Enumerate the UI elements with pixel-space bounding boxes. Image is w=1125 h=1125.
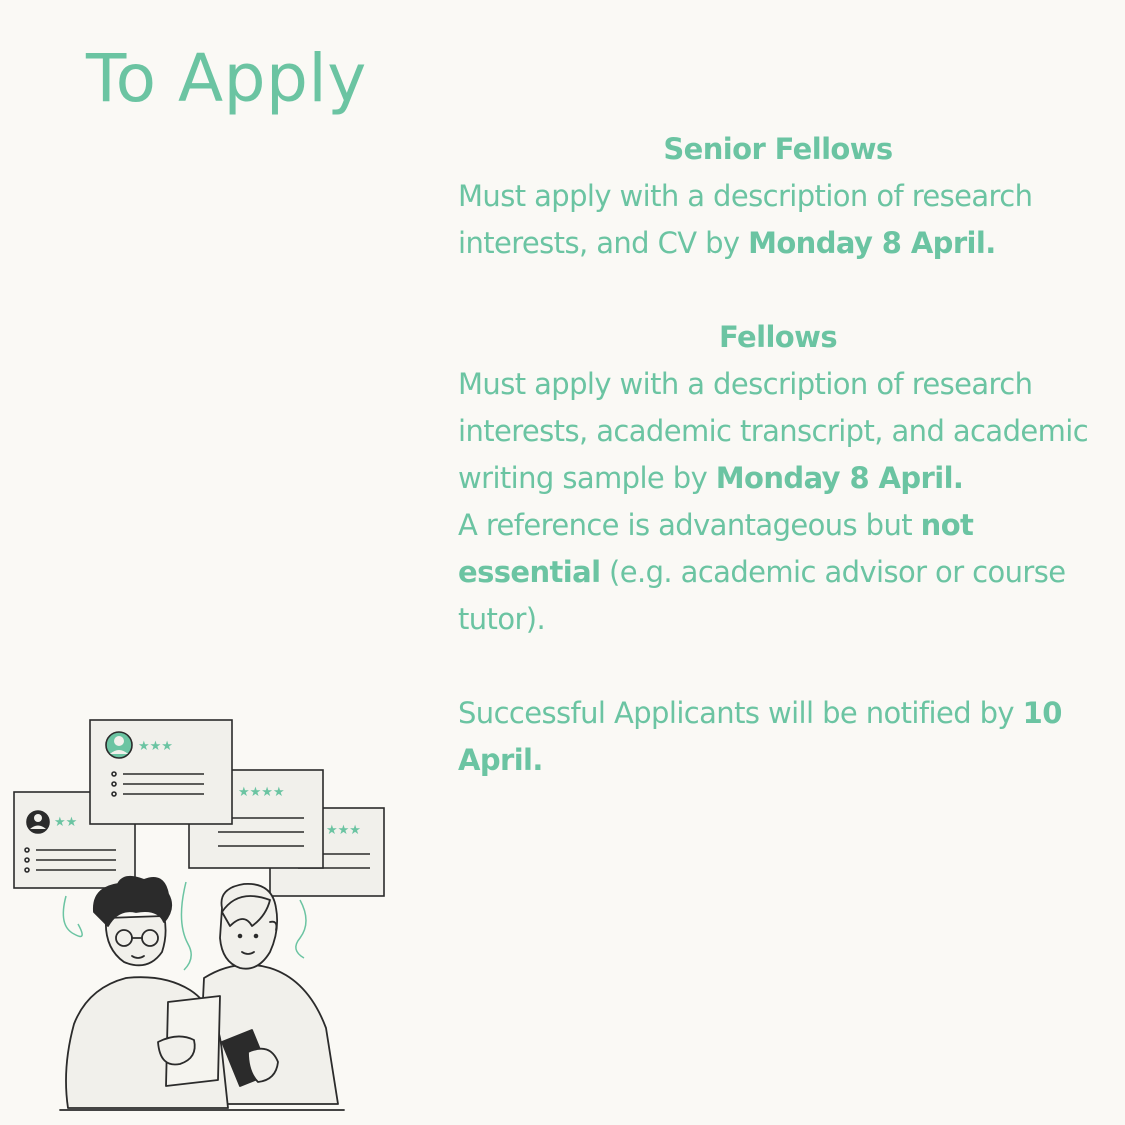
page-title: To Apply <box>86 40 367 117</box>
fellows-deadline: Monday 8 April. <box>715 461 964 495</box>
star-rating-icon: ★★ <box>54 815 78 830</box>
reference-note: A reference is advantageous but not essential (e.g. academic advisor or course tutor). <box>458 508 1066 636</box>
star-rating-icon: ★★★★ <box>238 785 285 800</box>
reviewers-illustration <box>8 712 400 1120</box>
star-rating-icon: ★★★ <box>138 739 173 754</box>
two-people-reading <box>60 877 344 1110</box>
senior-fellows-requirements: Must apply with a description of research interests, and CV by Monday 8 April. <box>458 179 1033 260</box>
review-card <box>90 720 232 824</box>
star-rating-icon: ★★★ <box>326 823 361 838</box>
notification-note: Successful Applicants will be notified by 10 April. <box>458 696 1062 777</box>
fellows-heading: Fellows <box>719 320 837 354</box>
not-essential: not essential <box>458 508 974 589</box>
application-info <box>458 126 1090 784</box>
senior-fellows-heading: Senior Fellows <box>663 132 893 166</box>
senior-deadline: Monday 8 April. <box>748 226 996 260</box>
fellows-requirements: Must apply with a description of research interests, academic transcript, and academic writing sample by Monday 8 April. <box>458 367 1089 495</box>
notification-date: 10 April. <box>458 696 1062 777</box>
